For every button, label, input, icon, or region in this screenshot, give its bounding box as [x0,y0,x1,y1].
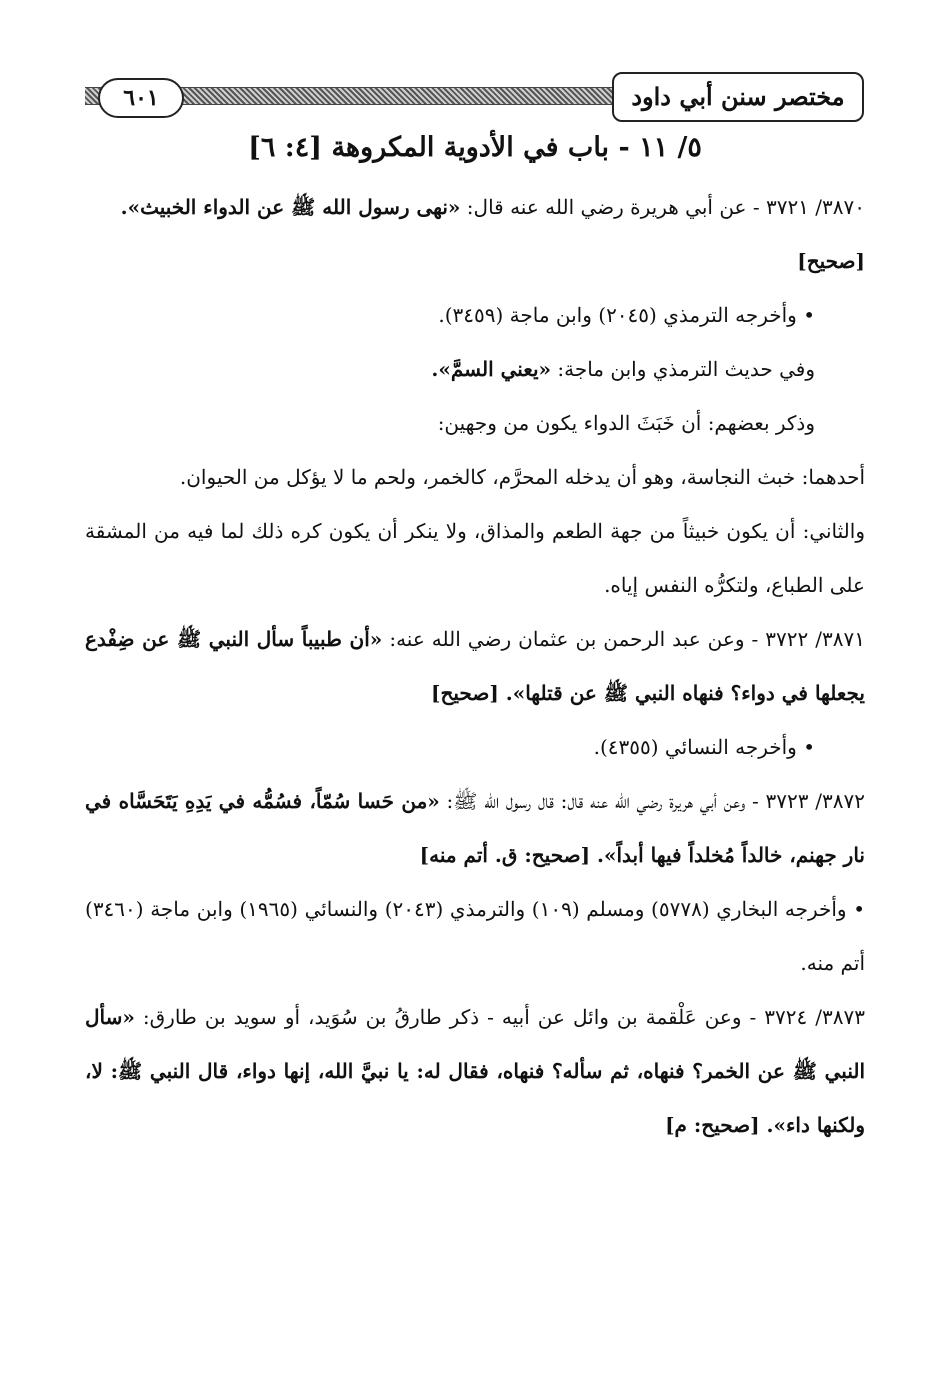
chapter-title: ٥/ ١١ - باب في الأدوية المكروهة [٤: ٦] [248,132,702,163]
grade-label: [صحيح] [797,249,865,273]
hadith-text: ٣٨٧٠/ ٣٧٢١ - عن أبي هريرة رضي الله عنه قال: [460,195,865,219]
note-first-way: أحدهما: خبث النجاسة، وهو أن يدخله المحرَّم، كالخمر، ولحم ما لا يؤكل من الحيوان. [179,465,865,489]
note-second-way: والثاني: أن يكون خبيثاً من جهة الطعم والمذاق، ولا ينكر أن يكون كره ذلك لما فيه من المشقة على الطباع، ولتكرُّه النفس إياه. [85,519,865,597]
hadith-text: ٣٨٧١/ ٣٧٢٢ - وعن عبد الرحمن بن عثمان رضي الله عنه: [382,627,866,651]
note-quote: «يعني السمَّ». [431,357,552,381]
hadith-quote: «من حَسا سُمّاً، فسُمُّه في يَدِهِ يَتَحَسَّاه في نار جهنم، خالداً مُخلداً فيها أبداً». [صحيح: ق. أتم منه] [85,789,865,867]
hadith-3871 [85,612,865,720]
note-tirmidhi [85,342,865,396]
hadith-quote: «أن طبيباً سأل النبي ﷺ عن ضِفْدع يجعلها في دواء؟ فنهاه النبي ﷺ عن قتلها». [صحيح] [85,627,865,705]
hadith-quote: «سأل النبي ﷺ عن الخمر؟ فنهاه، ثم سأله؟ فنهاه، فقال له: يا نبيَّ الله، إنها دواء، قال النبي ﷺ: لا، ولكنها داء». [صحيح: م] [85,1005,865,1137]
book-title: مختصر سنن أبي داود [612,72,864,122]
hadith-quote: «نهى رسول الله ﷺ عن الدواء الخبيث». [120,195,461,219]
hadith-text: ٣٨٧٢/ ٣٧٢٣ - وعن أبي هريرة رضي الله عنه قال: قال رسول الله ﷺ: [439,789,865,813]
hadith-text: ٣٨٧٣/ ٣٧٢٤ - وعن عَلْقمة بن وائل عن أبيه - ذكر طارقُ بن سُوَيد، أو سويد بن طارق: [134,1005,865,1029]
hadith-3873 [85,990,865,1152]
page-number: ٦٠١ [98,78,184,118]
page-content [85,124,865,1152]
hadith-3872 [85,774,865,882]
page-header [0,0,949,130]
note-prefix: وفي حديث الترمذي وابن ماجة: [551,357,815,381]
takhrij-3871: • وأخرجه النسائي (٤٣٥٥). [593,735,815,759]
takhrij-3872: • وأخرجه البخاري (٥٧٧٨) ومسلم (١٠٩) والترمذي (٢٠٤٣) والنسائي (١٩٦٥) وابن ماجة (٣٤٦٠) أتم منه. [85,897,865,975]
note-two-ways: وذكر بعضهم: أن خَبَثَ الدواء يكون من وجهين: [437,411,815,435]
hadith-grade [85,234,865,288]
hadith-3870 [85,180,865,234]
takhrij-3870: • وأخرجه الترمذي (٢٠٤٥) وابن ماجة (٣٤٥٩). [438,303,815,327]
